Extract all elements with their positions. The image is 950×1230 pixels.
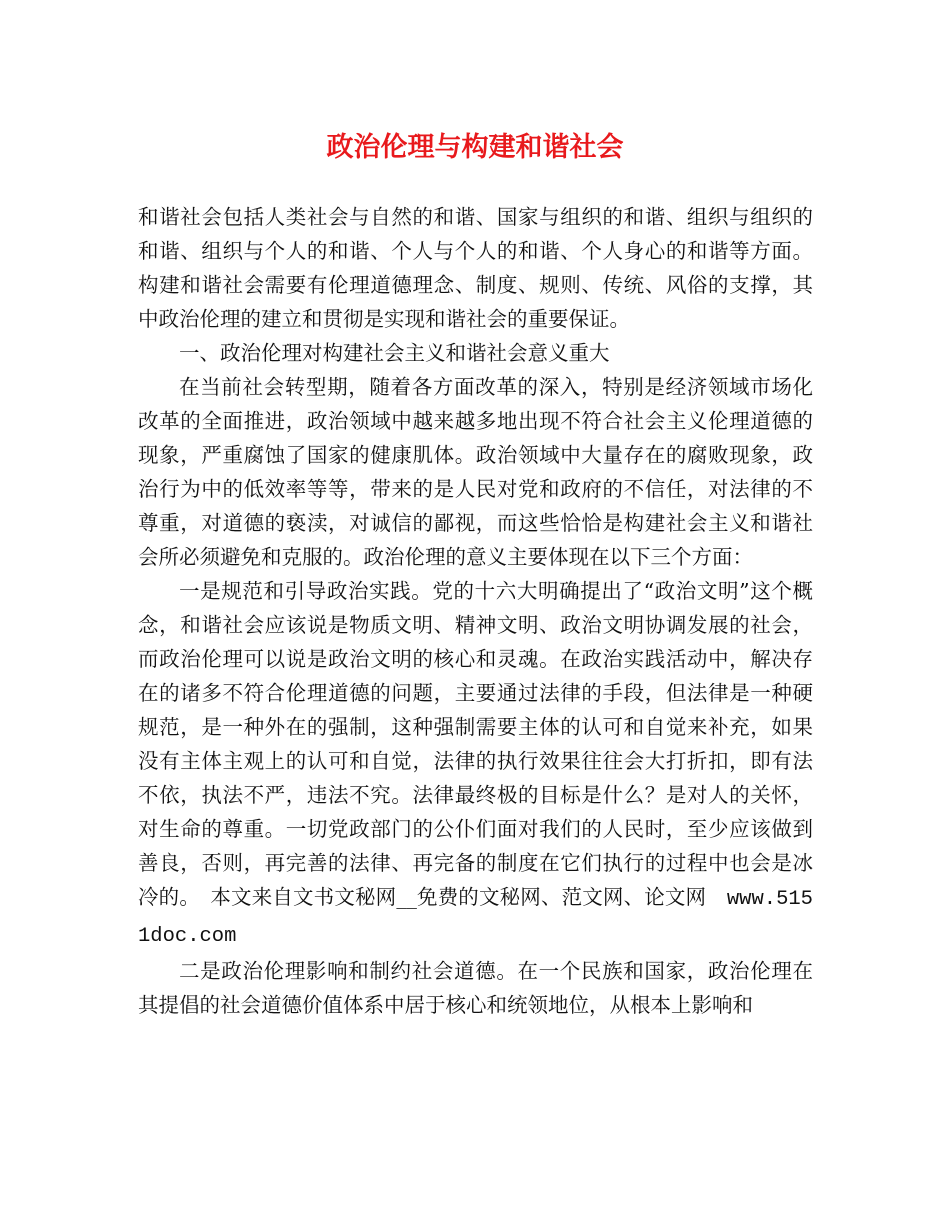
source-url: www.5151doc.com (138, 888, 813, 948)
intro-paragraph: 和谐社会包括人类社会与自然的和谐、国家与组织的和谐、组织与组织的和谐、组织与个人的和谐、个人与个人的和谐、个人身心的和谐等方面。构建和谐社会需要有伦理道德理念、制度、规则、传统、风俗的支撑，其中政治伦理的建立和贯彻是实现和谐社会的重要保证。 (138, 205, 813, 331)
document-body (138, 200, 813, 1022)
paragraph-point-one (138, 574, 813, 954)
paragraph-context: 在当前社会转型期，随着各方面改革的深入，特别是经济领域市场化改革的全面推进，政治领域中越来越多地出现不符合社会主义伦理道德的现象，严重腐蚀了国家的健康肌体。政治领域中大量存在的腐败现象，政治行为中的低效率等等，带来的是人民对党和政府的不信任，对法律的不尊重，对道德的亵渎，对诚信的鄙视，而这些恰恰是构建社会主义和谐社会所必须避免和克服的。政治伦理的意义主要体现在以下三个方面： (138, 375, 813, 569)
paragraph-point-two: 二是政治伦理影响和制约社会道德。在一个民族和国家，政治伦理在其提倡的社会道德价值体系中居于核心和统领地位，从根本上影响和 (138, 959, 813, 1017)
document-title: 政治伦理与构建和谐社会 (326, 132, 624, 163)
section-heading: 一、政治伦理对构建社会主义和谐社会意义重大 (179, 341, 610, 365)
paragraph-point-one-text: 一是规范和引导政治实践。党的十六大明确提出了“政治文明”这个概念，和谐社会应该说是物质文明、精神文明、政治文明协调发展的社会，而政治伦理可以说是政治文明的核心和灵魂。在政治实践活动中，解决存在的诸多不符合伦理道德的问题，主要通过法律的手段，但法律是一种硬规范，是一种外在的强制，这种强制需要主体的认可和自觉来补充，如果没有主体主观上的认可和自觉，法律的执行效果往往会大打折扣，即有法不依，执法不严，违法不究。法律最终极的目标是什么？是对人的关怀，对生命的尊重。一切党政部门的公仆们面对我们的人民时，至少应该做到善良，否则，再完善的法律、再完备的制度在它们执行的过程中也会是冰冷的。 本文来自文书文秘网__免费的文秘网、范文网、论文网 (138, 579, 813, 909)
